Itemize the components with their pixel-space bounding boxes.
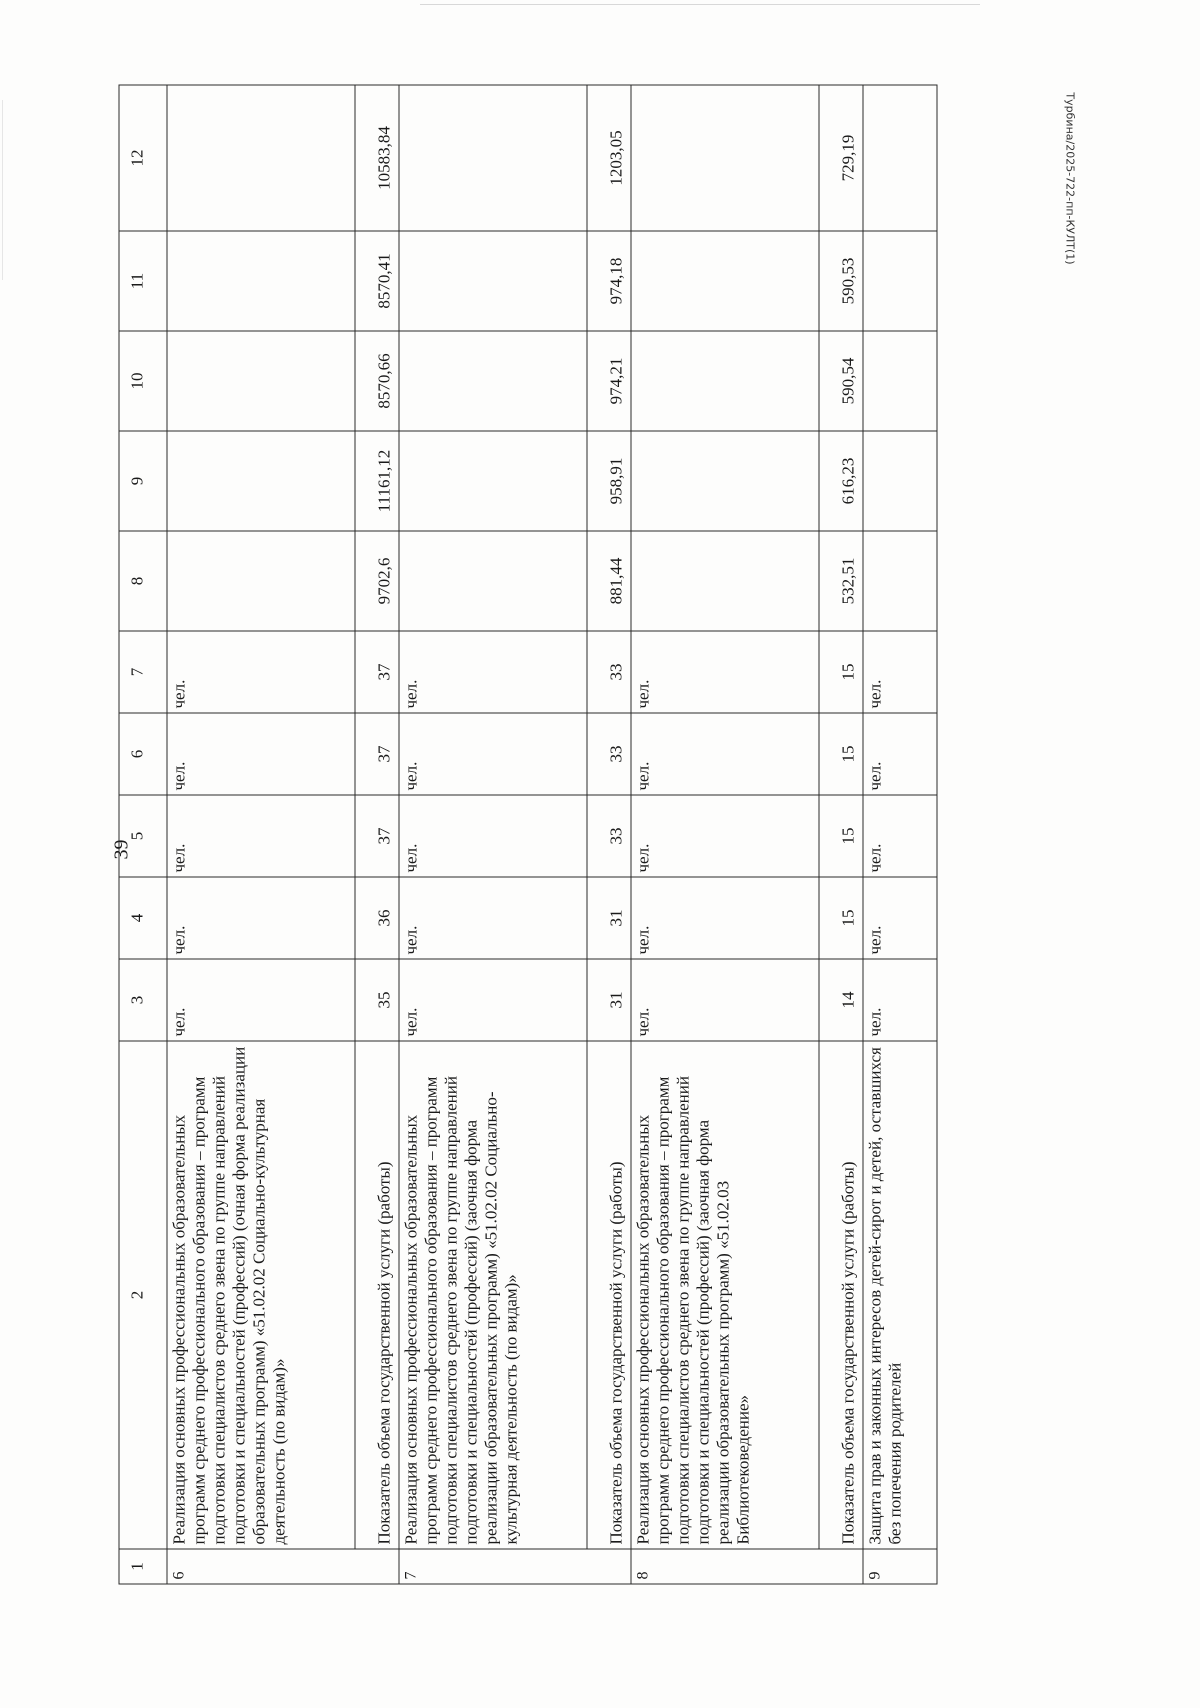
row-number: 7: [399, 1549, 631, 1584]
column-header: 3: [119, 959, 167, 1041]
value-cell: 729,19: [819, 85, 863, 231]
unit-cell: чел.: [863, 959, 937, 1041]
column-header: 9: [119, 431, 167, 531]
value-cell: 15: [819, 631, 863, 713]
service-name: Реализация основных профессиональных образовательных программ среднего профессионального образования – программ подготовки специалистов среднего звена по группе направлений подготовки и специальностей (профессий) (очная форма реализации образовательных программ) «51.02.02 Социально-культурная деятельность (по видам)»: [167, 1041, 355, 1549]
unit-cell: чел.: [399, 795, 587, 877]
unit-cell: чел.: [399, 877, 587, 959]
unit-cell: чел.: [631, 795, 819, 877]
table-row: [863, 85, 937, 1584]
unit-cell: чел.: [631, 631, 819, 713]
value-cell: 33: [587, 631, 631, 713]
value-cell: 37: [355, 795, 399, 877]
value-cell: 33: [587, 713, 631, 795]
unit-cell: чел.: [863, 877, 937, 959]
unit-cell: чел.: [167, 631, 355, 713]
value-cell: 8570,66: [355, 331, 399, 431]
empty-cell: [399, 531, 587, 631]
value-cell: 31: [587, 877, 631, 959]
unit-cell: чел.: [631, 959, 819, 1041]
unit-cell: чел.: [399, 713, 587, 795]
scan-artifact-line: [2, 100, 3, 280]
row-number: 8: [631, 1549, 863, 1584]
value-cell: 15: [819, 713, 863, 795]
indicator-label: Показатель объема государственной услуги (работы): [819, 1041, 863, 1549]
column-header: 1: [119, 1549, 167, 1584]
value-cell: 15: [819, 877, 863, 959]
empty-cell: [863, 531, 937, 631]
value-cell: 881,44: [587, 531, 631, 631]
table-row: [167, 85, 355, 1584]
unit-cell: чел.: [167, 877, 355, 959]
service-name: Реализация основных профессиональных образовательных программ среднего профессионального образования – программ подготовки специалистов среднего звена по группе направлений подготовки и специальностей (профессий) (заочная форма реализации образовательных программ) «51.02.02 Социально-культурная деятельность (по видам)»: [399, 1041, 587, 1549]
column-header: 8: [119, 531, 167, 631]
empty-cell: [863, 431, 937, 531]
value-cell: 974,21: [587, 331, 631, 431]
column-header: 2: [119, 1041, 167, 1549]
value-cell: 35: [355, 959, 399, 1041]
unit-cell: чел.: [631, 877, 819, 959]
value-cell: 14: [819, 959, 863, 1041]
unit-cell: чел.: [399, 631, 587, 713]
column-header: 12: [119, 85, 167, 231]
document-code: Турбина/2025-722-пп-КУЛТ(1): [1063, 92, 1077, 265]
unit-cell: чел.: [167, 795, 355, 877]
indicator-label: Показатель объема государственной услуги (работы): [355, 1041, 399, 1549]
empty-cell: [167, 431, 355, 531]
table-row: [631, 85, 819, 1584]
value-cell: 1203,05: [587, 85, 631, 231]
empty-cell: [631, 231, 819, 331]
value-cell: 9702,6: [355, 531, 399, 631]
empty-cell: [631, 85, 819, 231]
empty-cell: [167, 231, 355, 331]
table-row: [819, 85, 863, 1584]
unit-cell: чел.: [399, 959, 587, 1041]
unit-cell: чел.: [863, 631, 937, 713]
table-row: [355, 85, 399, 1584]
unit-cell: чел.: [631, 713, 819, 795]
value-cell: 15: [819, 795, 863, 877]
unit-cell: чел.: [863, 713, 937, 795]
empty-cell: [399, 85, 587, 231]
empty-cell: [167, 85, 355, 231]
scan-artifact-line: [420, 4, 980, 5]
empty-cell: [631, 331, 819, 431]
value-cell: 36: [355, 877, 399, 959]
column-header: 6: [119, 713, 167, 795]
service-name: Реализация основных профессиональных образовательных программ среднего профессионального образования – программ подготовки специалистов среднего звена по группе направлений подготовки и специальностей (профессий) (заочная форма реализации образовательных программ) «51.02.03 Библиотековедение»: [631, 1041, 819, 1549]
unit-cell: чел.: [167, 959, 355, 1041]
column-header: 11: [119, 231, 167, 331]
table-header-row: [119, 85, 167, 1584]
value-cell: 31: [587, 959, 631, 1041]
empty-cell: [399, 331, 587, 431]
empty-cell: [399, 231, 587, 331]
table-row: [587, 85, 631, 1584]
value-cell: 974,18: [587, 231, 631, 331]
services-table: [119, 85, 938, 1585]
row-number: 9: [863, 1549, 937, 1584]
empty-cell: [167, 331, 355, 431]
page-number: 39: [110, 839, 133, 860]
empty-cell: [631, 431, 819, 531]
column-header: 10: [119, 331, 167, 431]
empty-cell: [631, 531, 819, 631]
value-cell: 33: [587, 795, 631, 877]
empty-cell: [863, 231, 937, 331]
value-cell: 590,54: [819, 331, 863, 431]
table-row: [399, 85, 587, 1584]
value-cell: 590,53: [819, 231, 863, 331]
empty-cell: [863, 331, 937, 431]
value-cell: 10583,84: [355, 85, 399, 231]
empty-cell: [399, 431, 587, 531]
value-cell: 37: [355, 631, 399, 713]
value-cell: 8570,41: [355, 231, 399, 331]
empty-cell: [863, 85, 937, 231]
rotated-table-wrapper: [119, 86, 1073, 1585]
value-cell: 616,23: [819, 431, 863, 531]
value-cell: 532,51: [819, 531, 863, 631]
column-header: 7: [119, 631, 167, 713]
unit-cell: чел.: [863, 795, 937, 877]
empty-cell: [167, 531, 355, 631]
value-cell: 37: [355, 713, 399, 795]
service-name: Защита прав и законных интересов детей-сирот и детей, оставшихся без попечения родителей: [863, 1041, 937, 1549]
row-number: 6: [167, 1549, 399, 1584]
value-cell: 11161,12: [355, 431, 399, 531]
indicator-label: Показатель объема государственной услуги (работы): [587, 1041, 631, 1549]
unit-cell: чел.: [167, 713, 355, 795]
column-header: 4: [119, 877, 167, 959]
column-header: 5: [119, 795, 167, 877]
value-cell: 958,91: [587, 431, 631, 531]
